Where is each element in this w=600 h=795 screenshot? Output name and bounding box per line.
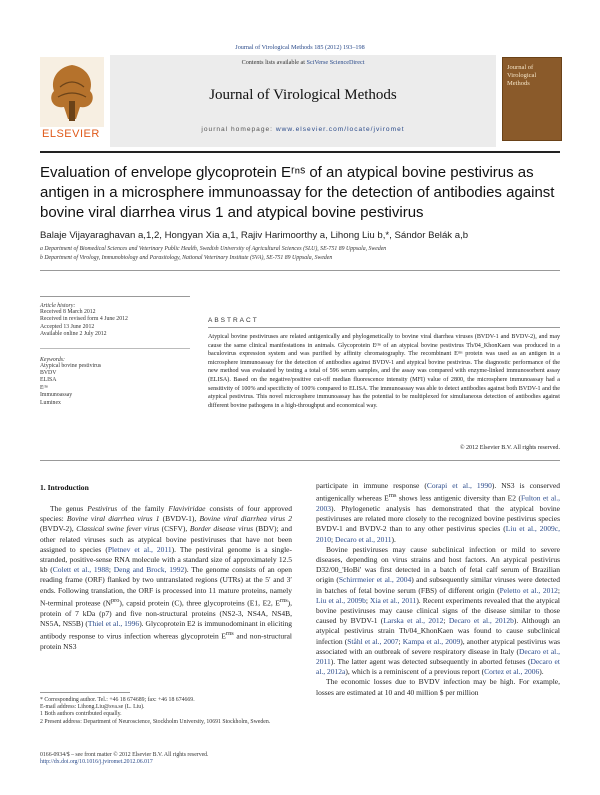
abstract-bottom-rule xyxy=(40,460,560,461)
contents-line xyxy=(110,59,496,66)
affiliation-rule xyxy=(40,270,560,271)
tree-icon xyxy=(40,57,104,127)
body-column-right: participate in immune response (Corapi et al., 1990). NS3 is conserved antigenically whereas $E^{rns}$ shows less antigenic diversity than E2 (Fulton et al., 2003). Phylogenetic analysis has demonstrated that the atypical bovine pestiviruses are related more closely to the recognized bovine pestivirus species BVDV-1 and BVDV-2 than to any other pestivirus species (Liu et al., 2009c, 2010; Decaro et al., 2011). Bovine pestiviruses may cause subclinical infection or mild to severe diseases, depending on virus strains and host factors. An atypical pestivirus D32/00_'HoBi' was first detected in a batch of fetal calf serum of Brazilian origin (Schirrmeier et al., 2004) and subsequently similar viruses were detected in batches of fetal bovine serum (FBS) of different origin (Peletto et al., 2012; Liu et al., 2009b; Xia et al., 2011). Recent experiments revealed that the atypical bovine pestiviruses may cause clinical signs of the disease similar to those caused by BVDV-1 (Larska et al., 2012; Decaro et al., 2012b). Although an atypical pestivirus strain Th/04_KhonKaen was found to cause subclinical infection (Ståhl et al., 2007; Kampa et al., 2009), another atypical pestivirus was associated with an outbreak of severe respiratory disease in Italy (Decaro et al., 2011). The latter agent was detected subsequently in aborted fetuses (Decaro et al., 2012a), which is a reminiscent of a previous report (Cortez et al., 2006). The economic losses due to BVDV infection may be high. For example, losses are estimated at 10 and 40 million $ per million xyxy=(316,481,561,697)
author-list: Balaje Vijayaraghavan a,1,2, Hongyan Xia a,1, Rajiv Harimoorthy a, Lihong Liu b,*, Sándor Belák a,b xyxy=(40,230,469,241)
homepage-prefix: journal homepage: xyxy=(201,126,276,133)
abstract-text: Atypical bovine pestiviruses are related antigenically and phylogenetically to bovine viral diarrhea viruses (BVDV-1 and BVDV-2), and may cause the same clinical manifestations in animals. Glycoprotein Eʳⁿˢ of an atypical bovine pestivirus Th/04_KhonKaen was produced in a baculovirus expression system and was purified by affinity chromatography. The recombinant Eʳⁿˢ protein was used as an antigen in a microsphere immunoassay for the detection of antibodies against BVDV-1 and atypical bovine pestivirus. The diagnostic performance of the new method was evaluated by testing a total of 596 serum samples, and the assay was compared with enzyme-linked immunosorbent assay (ELISA). Based on the negative/positive cut-off median fluorescence intensity (MFI) value of 2800, the microsphere immunoassay had a sensitivity of 100% and specificity of 100% compared to ELISA. The immunoassay was able to detect antibodies against both BVDV-1 and the atypical pestivirus. This novel microsphere immunoassay has the potential to be multiplexed for simultaneous detection of antibodies against different bovine pathogens in a high-throughput and economical way. xyxy=(208,334,560,409)
issn-block xyxy=(40,752,292,767)
contents-prefix: Contents lists available at xyxy=(241,59,307,66)
abstract-heading: ABSTRACT xyxy=(208,317,259,324)
history-online: Available online 2 July 2012 xyxy=(40,331,107,338)
footnote-rule xyxy=(40,692,130,693)
affiliation-b: b Department of Virology, Immunobiology and Parasitology, National Veterinary Institute (SVA), SE-751 89 Uppsala, Sweden xyxy=(40,255,333,261)
body-column-left: The genus Pestivirus of the family Flaviviridae consists of four approved species: Bovine viral diarrhea virus 1 (BVDV-1), Bovine viral diarrhea virus 2 (BVDV-2), Classical swine fever virus (CSFV), Border disease virus (BDV); and other related viruses such as atypical bovine pestiviruses that have not been assigned to species (Pletnev et al., 2011). The pestiviral genome is a single-stranded, positive-sense RNA molecule with a standard size of approximately 12.5 kb (Colett et al., 1988; Deng and Brock, 1992). The genome consists of an open reading frame (ORF) flanked by two untranslated regions (UTRs) at the 5′ and 3′ ends. Following translation, the ORF is processed into 11 mature proteins, namely N-terminal protease $(N^{pro})$, capsid protein (C), three glycoproteins (E1, E2, $E^{rns}$), protein of 7 kDa (p7) and five non-structural proteins (NS2-3, NS4A, NS4B, NS5A, NS5B) (Thiel et al., 1996). Glycoprotein E2 is immunodominant in eliciting antibody response to virus infection whereas glycoprotein $E^{rns}$ and non-structural protein NS3 xyxy=(40,504,293,651)
journal-title: Journal of Virological Methods xyxy=(209,87,397,103)
abstract-rule xyxy=(208,327,560,328)
section-heading: 1. Introduction xyxy=(40,483,89,492)
journal-cover xyxy=(502,57,562,141)
history-accepted: Accepted 13 June 2012 xyxy=(40,323,95,330)
journal-homepage xyxy=(110,126,496,133)
elsevier-logo xyxy=(40,57,104,143)
info-rule xyxy=(40,296,190,297)
history-revised: Received in revised form 4 June 2012 xyxy=(40,316,128,323)
article-title: Evaluation of envelope glycoprotein Eʳⁿˢ of an atypical bovine pestivirus as antigen in a microsphere immunoassay for the detection of antibodies against bovine viral diarrhea virus 1 and atypical bovine pestivirus xyxy=(40,164,555,221)
abstract-copyright: © 2012 Elsevier B.V. All rights reserved. xyxy=(459,445,560,451)
cover-title: Journal of Virological Methods xyxy=(507,64,537,87)
footnote-present-address: 2 Present address: Department of Neuroscience, Stockholm University, 10691 Stockholm, Sweden. xyxy=(40,718,271,725)
keywords-title: Keywords: xyxy=(40,356,65,363)
keyword: Luminex xyxy=(40,399,61,406)
doi-link[interactable]: http://dx.doi.org/10.1016/j.jviromet.2012.06.017 xyxy=(40,759,153,766)
keyword: Immunoassay xyxy=(40,392,73,399)
issn-line: 0166-0934/$ – see front matter © 2012 Elsevier B.V. All rights reserved. xyxy=(40,752,209,758)
journal-masthead xyxy=(40,55,560,150)
homepage-link[interactable]: www.elsevier.com/locate/jviromet xyxy=(275,126,405,133)
history-title: Article history: xyxy=(40,303,76,309)
article-info xyxy=(40,303,190,407)
affiliation-a: a Department of Biomedical Sciences and Veterinary Public Health, Swedish University of Agricultural Sciences (SLU), SE-751 89 Uppsala, Sweden xyxy=(40,246,387,252)
sciencedirect-link[interactable]: SciVerse ScienceDirect xyxy=(306,59,365,66)
header-rule xyxy=(40,151,560,153)
history-received: Received 8 March 2012 xyxy=(40,309,96,315)
footnote-equal: 1 Both authors contributed equally. xyxy=(40,711,122,718)
publisher-name: ELSEVIER xyxy=(42,128,100,140)
keyword: Atypical bovine pestivirus xyxy=(40,362,102,369)
footnote-corresponding: * Corresponding author. Tel.: +46 18 674689; fax: +46 18 674669. xyxy=(40,697,195,703)
keywords-rule xyxy=(40,348,190,349)
journal-citation: Journal of Virological Methods 185 (2012) 193–198 xyxy=(235,44,365,51)
footnote-email: E-mail address: Lihong.Liu@sva.se (L. Liu). xyxy=(40,704,145,711)
footnotes xyxy=(40,697,292,726)
keyword: ELISA xyxy=(40,377,57,384)
keyword: Eʳⁿˢ xyxy=(40,384,48,391)
journal-banner xyxy=(110,55,496,147)
keyword: BVDV xyxy=(40,370,57,377)
